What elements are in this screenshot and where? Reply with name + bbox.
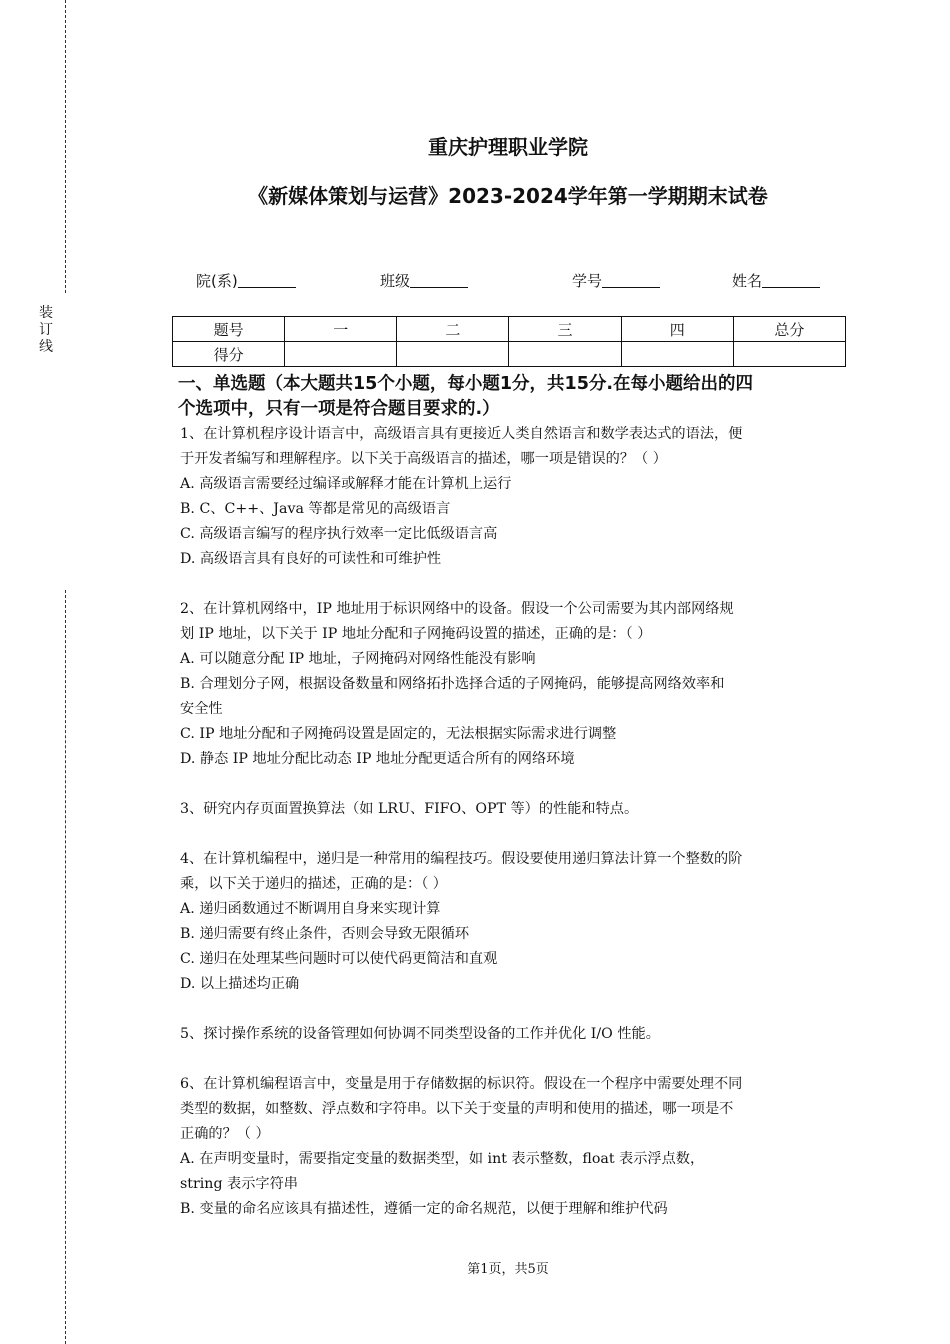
score-row-label: 得分 <box>173 342 285 367</box>
question-stem-line: 1、在计算机程序设计语言中，高级语言具有更接近人类自然语言和数学表达式的语法，便 <box>180 426 743 442</box>
option-a: A. 递归函数通过不断调用自身来实现计算 <box>180 901 441 917</box>
binding-line-bottom <box>65 590 66 1344</box>
binding-char: 线 <box>39 339 53 355</box>
option-b: B. 递归需要有终止条件，否则会导致无限循环 <box>180 926 470 942</box>
binding-label <box>37 305 55 356</box>
score-table-header-cell: 二 <box>397 317 509 342</box>
option-a: A. 在声明变量时，需要指定变量的数据类型，如 int 表示整数，float 表示浮点数， <box>180 1151 705 1167</box>
student-id-field <box>572 270 660 291</box>
option-d: D. 以上描述均正确 <box>180 976 300 992</box>
score-table-header-cell: 三 <box>509 317 621 342</box>
option-c: C. 高级语言编写的程序执行效率一定比低级语言高 <box>180 526 498 542</box>
score-cell[interactable] <box>285 342 397 367</box>
binding-char: 订 <box>39 322 53 338</box>
option-b-continued: 安全性 <box>180 701 223 717</box>
score-cell[interactable] <box>397 342 509 367</box>
question-4 <box>180 847 840 997</box>
option-a-continued: string 表示字符串 <box>180 1176 298 1192</box>
name-blank[interactable] <box>762 272 820 288</box>
question-stem-line: 2、在计算机网络中，IP 地址用于标识网络中的设备。假设一个公司需要为其内部网络规 <box>180 601 734 617</box>
department-blank[interactable] <box>238 272 296 288</box>
score-table-header-cell: 一 <box>285 317 397 342</box>
question-stem-line: 5、探讨操作系统的设备管理如何协调不同类型设备的工作并优化 I/O 性能。 <box>180 1026 660 1042</box>
name-field <box>732 270 820 291</box>
question-3 <box>180 797 840 822</box>
option-a: A. 高级语言需要经过编译或解释才能在计算机上运行 <box>180 476 512 492</box>
score-table-header-cell: 题号 <box>173 317 285 342</box>
score-cell[interactable] <box>509 342 621 367</box>
exam-content <box>180 372 840 1247</box>
department-field <box>196 270 296 291</box>
question-stem-line: 4、在计算机编程中，递归是一种常用的编程技巧。假设要使用递归算法计算一个整数的阶 <box>180 851 743 867</box>
option-b: B. 合理划分子网，根据设备数量和网络拓扑选择合适的子网掩码，能够提高网络效率和 <box>180 676 725 692</box>
option-c: C. IP 地址分配和子网掩码设置是固定的，无法根据实际需求进行调整 <box>180 726 617 742</box>
school-name: 重庆护理职业学院 <box>428 135 588 159</box>
score-table-header-cell: 四 <box>621 317 733 342</box>
score-table-score-row <box>173 342 846 367</box>
score-table-header-cell: 总分 <box>733 317 845 342</box>
option-a: A. 可以随意分配 IP 地址，子网掩码对网络性能没有影响 <box>180 651 536 667</box>
department-label: 院(系) <box>196 272 238 290</box>
score-table <box>172 316 846 367</box>
class-field <box>380 270 468 291</box>
option-d: D. 静态 IP 地址分配比动态 IP 地址分配更适合所有的网络环境 <box>180 751 575 767</box>
score-cell[interactable] <box>733 342 845 367</box>
section-title-line: 个选项中，只有一项是符合题目要求的.） <box>178 399 500 419</box>
option-d: D. 高级语言具有良好的可读性和可维护性 <box>180 551 442 567</box>
question-stem-line: 乘，以下关于递归的描述，正确的是：（ ） <box>180 876 447 892</box>
class-blank[interactable] <box>410 272 468 288</box>
name-label: 姓名 <box>732 272 763 290</box>
page-footer: 第1页，共5页 <box>467 1262 549 1277</box>
score-cell[interactable] <box>621 342 733 367</box>
question-2 <box>180 597 840 772</box>
binding-char: 装 <box>39 305 53 321</box>
section-title-line: 一、单选题（本大题共15个小题，每小题1分，共15分.在每小题给出的四 <box>178 374 754 394</box>
option-b: B. 变量的命名应该具有描述性，遵循一定的命名规范，以便于理解和维护代码 <box>180 1201 668 1217</box>
question-1 <box>180 422 840 572</box>
exam-title: 《新媒体策划与运营》2023-2024学年第一学期期末试卷 <box>248 184 768 208</box>
student-id-label: 学号 <box>572 272 603 290</box>
question-stem-line: 3、研究内存页面置换算法（如 LRU、FIFO、OPT 等）的性能和特点。 <box>180 801 639 817</box>
student-id-blank[interactable] <box>602 272 660 288</box>
question-6 <box>180 1072 840 1222</box>
question-stem-line: 6、在计算机编程语言中，变量是用于存储数据的标识符。假设在一个程序中需要处理不同 <box>180 1076 743 1092</box>
score-table-header-row <box>173 317 846 342</box>
question-stem-line: 类型的数据，如整数、浮点数和字符串。以下关于变量的声明和使用的描述，哪一项是不 <box>180 1101 734 1117</box>
question-stem-line: 正确的？（ ） <box>180 1126 270 1142</box>
question-stem-line: 划 IP 地址，以下关于 IP 地址分配和子网掩码设置的描述，正确的是：（ ） <box>180 626 652 642</box>
option-b: B. C、C++、Java 等都是常见的高级语言 <box>180 501 451 517</box>
question-stem-line: 于开发者编写和理解程序。以下关于高级语言的描述，哪一项是错误的？（ ） <box>180 451 667 467</box>
section-title <box>178 372 840 422</box>
class-label: 班级 <box>380 272 411 290</box>
question-5 <box>180 1022 840 1047</box>
option-c: C. 递归在处理某些问题时可以使代码更简洁和直观 <box>180 951 498 967</box>
